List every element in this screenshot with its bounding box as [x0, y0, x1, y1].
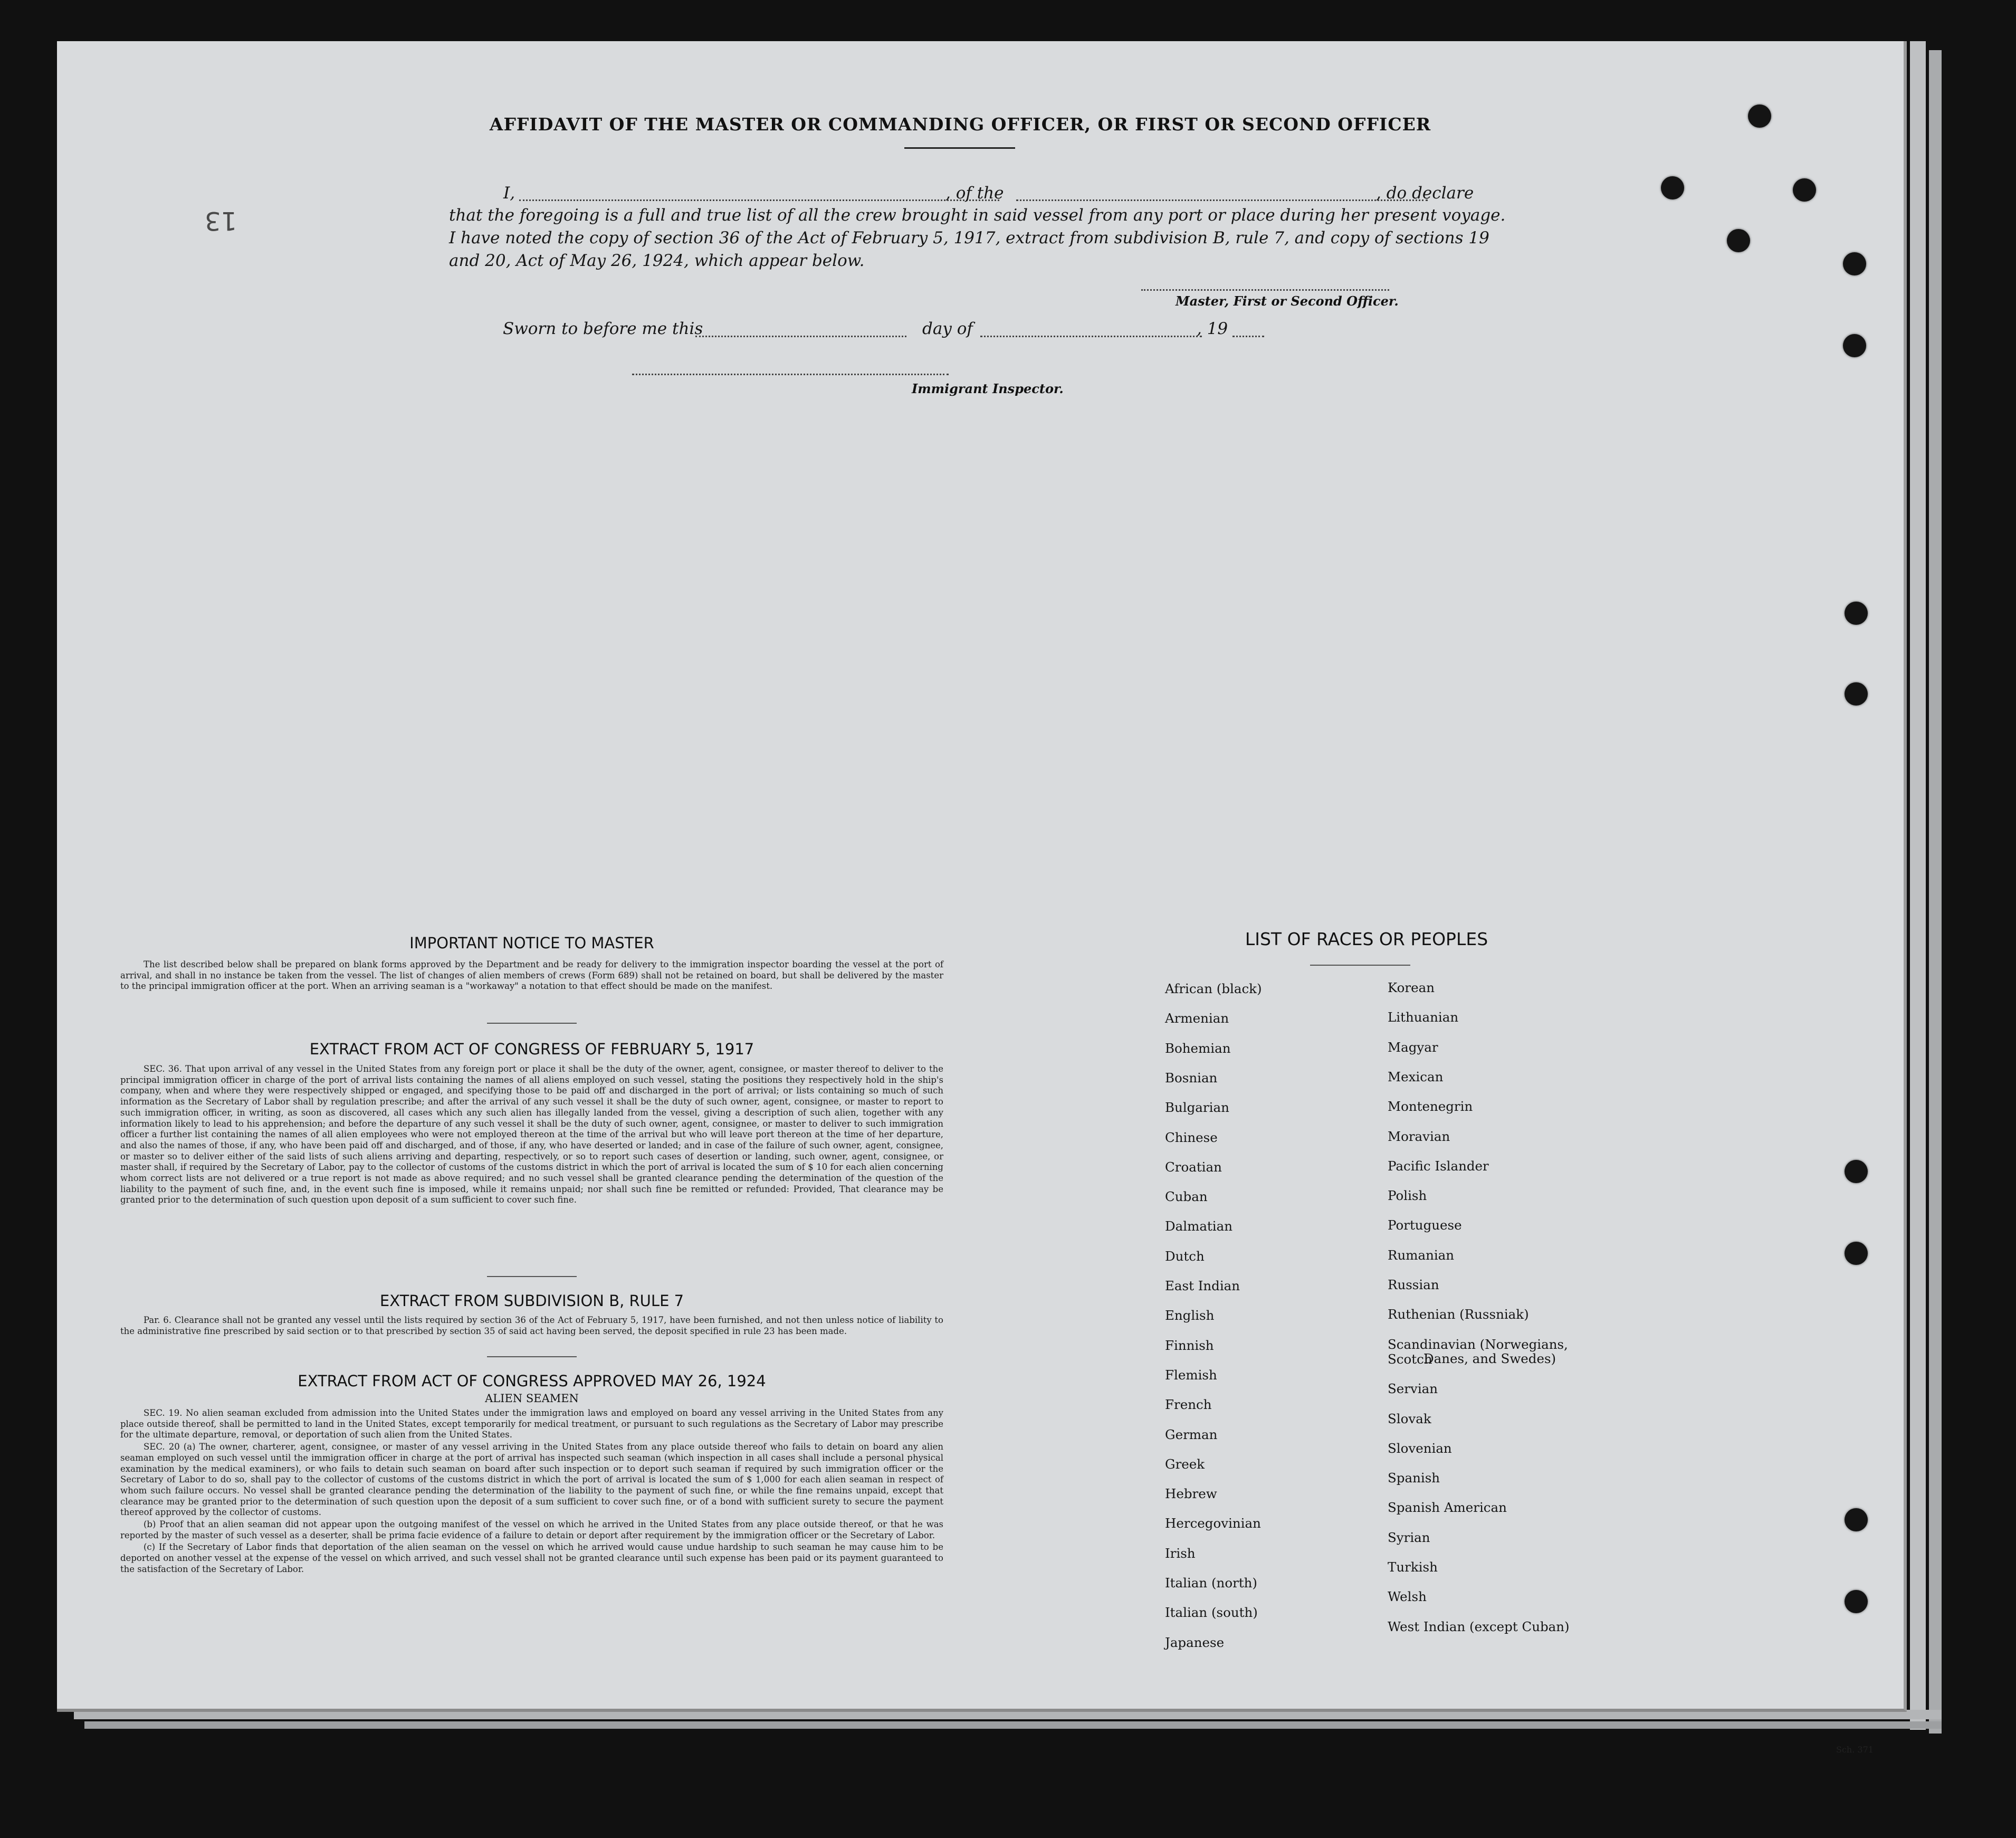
race-item: Hebrew — [1165, 1486, 1217, 1502]
race-item: Pacific Islander — [1388, 1158, 1489, 1174]
race-item: Danes, and Swedes) — [1423, 1350, 1556, 1366]
race-item: French — [1165, 1397, 1212, 1413]
race-item: Korean — [1388, 980, 1435, 995]
race-item: Cuban — [1165, 1189, 1208, 1205]
punch-hole — [1843, 252, 1866, 275]
race-item: West Indian (except Cuban) — [1388, 1618, 1570, 1634]
alien-seamen-subtitle: ALIEN SEAMEN — [485, 1392, 579, 1405]
rule-7-title: EXTRACT FROM SUBDIVISION B, RULE 7 — [379, 1292, 684, 1310]
title-underline — [904, 147, 1015, 149]
stacked-page-edge — [1910, 41, 1926, 1730]
race-item: East Indian — [1165, 1278, 1240, 1293]
notice-text — [120, 959, 943, 993]
punch-hole — [1843, 334, 1866, 357]
race-item: Chinese — [1165, 1129, 1218, 1145]
sec-20a-paragraph: SEC. 20 (a) The owner, charterer, agent, consignee, or master of any vessel arriving in the United States from any place outside thereof who fails to detain on board any alien seaman employed on such vessel until the immigration officer in charge at the port of arrival has inspected such seaman (which inspection in all cases shall include a personal physical examination by the medical examiners), or who fails to detain such seaman on board after such inspection or to deport such seaman if required by such immigration officer or the Secretary of Labor to do so, shall pay to the collector of customs of the customs district in which the port of arrival is located the sum of $ 1,000 for each alien seaman in respect of whom such failure occurs. No vessel shall be granted clearance pending the determination of the liability to the payment of such fine, or while the fine remains unpaid, except that clearance may be granted prior to the determination of such question upon the deposit of a sum sufficient to cover such fine, or of a bond with sufficient surety to secure the payment thereof approved by the collector of customs. — [120, 1442, 943, 1518]
race-item: Syrian — [1388, 1529, 1430, 1545]
sworn-year-field[interactable] — [1232, 336, 1264, 337]
declarant-name-field[interactable] — [519, 199, 999, 201]
race-item: Croatian — [1165, 1159, 1222, 1175]
race-item: Slovenian — [1388, 1440, 1452, 1456]
notice-paragraph: The list described below shall be prepared on blank forms approved by the Department and be ready for delivery to the immigration inspector boarding the vessel at the port of arrival, and shall in no instance be taken from the vessel. The list of changes of alien members of crews (Form 689) shall not be retained on board, but shall be delivered by the master to the principal immigration officer at the port. When an arriving seaman is a "workaway" a notation to that effect should be made on the manifest. — [120, 959, 943, 992]
punch-hole — [1793, 178, 1816, 202]
race-item: Slovak — [1388, 1411, 1431, 1426]
punch-hole — [1845, 602, 1868, 625]
race-item: Magyar — [1388, 1039, 1438, 1055]
race-item: Spanish American — [1388, 1500, 1507, 1516]
notice-title: IMPORTANT NOTICE TO MASTER — [409, 934, 654, 952]
form-page — [57, 41, 1907, 1755]
affidavit-line-3: I have noted the copy of section 36 of the Act of February 5, 1917, extract from subdivision B, rule 7, and copy of sections 19 — [449, 228, 1489, 247]
margin-number: 13 — [205, 206, 237, 235]
race-item: Italian (south) — [1165, 1605, 1258, 1621]
race-item: Turkish — [1388, 1559, 1438, 1575]
extract-1917-title: EXTRACT FROM ACT OF CONGRESS OF FEBRUARY 5, 1917 — [309, 1040, 754, 1058]
race-item: Flemish — [1165, 1367, 1217, 1383]
section-divider — [487, 1276, 577, 1277]
master-signature-label: Master, First or Second Officer. — [1176, 293, 1399, 309]
punch-hole — [1845, 1590, 1868, 1613]
punch-hole — [1845, 682, 1868, 706]
race-item: Hercegovinian — [1165, 1516, 1261, 1531]
section-divider — [487, 1356, 577, 1357]
race-item: Dalmatian — [1165, 1218, 1232, 1234]
sec-20b-paragraph: (b) Proof that an alien seaman did not appear upon the outgoing manifest of the vessel on which he arrived in the United States from any place outside thereof, or that he was reported by the master of such vessel as a deserter, shall be prima facie evidence of a failure to detain or deport after requirement by the immigration officer or the Secretary of Labor. — [120, 1519, 943, 1540]
race-item: Scandinavian (Norwegians, — [1388, 1336, 1568, 1352]
race-item: Spanish — [1388, 1470, 1440, 1486]
punch-hole — [1661, 176, 1684, 199]
race-item: Lithuanian — [1388, 1010, 1459, 1025]
declarant-prefix: I, — [503, 184, 515, 203]
race-item: Bulgarian — [1165, 1100, 1229, 1116]
sworn-month-field[interactable] — [980, 336, 1202, 337]
race-item: Welsh — [1388, 1589, 1427, 1605]
affidavit-title: AFFIDAVIT OF THE MASTER OR COMMANDING OFFICER, OR FIRST OR SECOND OFFICER — [489, 114, 1431, 135]
race-item: English — [1165, 1308, 1215, 1323]
extract-1924-text — [120, 1408, 943, 1576]
punch-hole — [1845, 1242, 1868, 1265]
race-item: Greek — [1165, 1456, 1205, 1472]
race-item: Polish — [1388, 1188, 1427, 1204]
affidavit-line-4: and 20, Act of May 26, 1924, which appear below. — [449, 251, 865, 270]
race-item: Italian (north) — [1165, 1575, 1257, 1591]
master-signature-field[interactable] — [1141, 289, 1389, 291]
section-divider — [487, 1023, 577, 1024]
day-of-label: day of — [922, 319, 973, 338]
race-item: Bohemian — [1165, 1040, 1231, 1056]
rule-7-text — [120, 1315, 943, 1338]
race-item: Scotch — [1388, 1351, 1432, 1367]
extract-1924-title: EXTRACT FROM ACT OF CONGRESS APPROVED MAY 26, 1924 — [298, 1372, 766, 1390]
race-item: Servian — [1388, 1381, 1438, 1397]
race-item: Russian — [1388, 1277, 1439, 1292]
stacked-page-edge — [1929, 50, 1942, 1734]
inspector-signature-field[interactable] — [632, 374, 949, 375]
form-number: Sch. 371 — [1836, 1745, 1874, 1755]
sec-19-paragraph: SEC. 19. No alien seaman excluded from admission into the United States under the immigration laws and employed on board any vessel arriving in the United States from any place outside thereof, shall be permitted to land in the United States, except temporarily for medical treatment, or pursuant to such regulations as the Secretary of Labor may prescribe for the ultimate departure, removal, or deportation of such alien from the United States. — [120, 1408, 943, 1440]
punch-hole — [1727, 229, 1750, 252]
race-item: Rumanian — [1388, 1247, 1455, 1263]
year-label: , 19 — [1197, 319, 1228, 338]
race-item: Moravian — [1388, 1128, 1450, 1144]
race-item: Bosnian — [1165, 1070, 1218, 1085]
race-item: Armenian — [1165, 1011, 1229, 1026]
race-item: African (black) — [1165, 981, 1262, 996]
extract-1917-text — [120, 1064, 943, 1207]
race-item: Dutch — [1165, 1248, 1205, 1264]
sec-20c-paragraph: (c) If the Secretary of Labor finds that deportation of the alien seaman on the vessel on which he arrived would cause undue hardship to such seaman he may cause him to be deported on another vessel at the expense of the vessel on which arrived, and such vessel shall not be granted clearance until such expense has been paid or its payment guaranteed to the satisfaction of the Secretary of Labor. — [120, 1542, 943, 1574]
race-item: Montenegrin — [1388, 1099, 1473, 1115]
race-item: Portuguese — [1388, 1217, 1462, 1233]
of-the-label: , of the — [945, 184, 1004, 203]
races-title-underline — [1310, 965, 1410, 966]
race-item: Finnish — [1165, 1337, 1214, 1353]
race-item: Irish — [1165, 1545, 1196, 1561]
race-item: Ruthenian (Russniak) — [1388, 1307, 1529, 1322]
punch-hole — [1845, 1160, 1868, 1183]
stacked-page-edge — [84, 1721, 1942, 1729]
vessel-name-field[interactable] — [1016, 199, 1428, 201]
do-declare-label: , do declare — [1376, 184, 1474, 203]
sworn-label: Sworn to before me this — [503, 319, 703, 338]
race-item: German — [1165, 1426, 1218, 1442]
affidavit-line-2: that the foregoing is a full and true list of all the crew brought in said vessel from any port or place during her present voyage. — [449, 206, 1506, 225]
inspector-signature-label: Immigrant Inspector. — [912, 381, 1064, 396]
punch-hole — [1748, 104, 1771, 128]
punch-hole — [1845, 1508, 1868, 1531]
extract-1917-paragraph: SEC. 36. That upon arrival of any vessel in the United States from any foreign port or place it shall be the duty of the owner, agent, consignee, or master thereof to deliver to the principal immigration officer in charge of the port of arrival lists containing the names of all aliens employed on such vessel, stating the positions they respectively hold in the ship's company, when and where they were respectively shipped or engaged, and specifying those to be paid off and discharged in the port of arrival; or lists containing so much of such information as the Secretary of Labor shall by regulation prescribe; and after the arrival of any such vessel it shall be the duty of such owner, agent, consignee, or master to report to such immigration officer, in writing, as soon as discovered, all cases which any such alien has illegally landed from the vessel, giving a description of such alien, together with any information likely to lead to his apprehension; and before the departure of any such vessel it shall be the duty of such owner, agent, consignee, or master to deliver to such immigration officer a further list containing the names of all alien employees who were not employed thereon at the time of the arrival but who will leave port thereon at the time of her departure, and also the names of those, if any, who have been paid off and discharged, and of those, if any, who have deserted or landed; and in case of the failure of such owner, agent, consignee, or master so to deliver either of the said lists of such aliens arriving and departing, respectively, or so to report such cases of desertion or landing, such owner, agent, consignee, or master shall, if required by the Secretary of Labor, pay to the collector of customs of the customs district in which the port of arrival is located the sum of $ 10 for each alien concerning whom correct lists are not delivered or a true report is not made as above required; and no such vessel shall be granted clearance pending the determination of the question of the liability to the payment of such fine, and, in the event such fine is imposed, while it remains unpaid; nor shall such fine be remitted or refunded: Provided, That clearance may be granted prior to the determination of such question upon deposit of a sum sufficient to cover such fine. — [120, 1064, 943, 1205]
races-title: LIST OF RACES OR PEOPLES — [1245, 929, 1488, 949]
rule-7-paragraph: Par. 6. Clearance shall not be granted any vessel until the lists required by section 36 of the Act of February 5, 1917, have been furnished, and not then unless notice of liability to the administrative fine prescribed by said section or to that prescribed by section 35 of said act having been served, the deposit specified in rule 23 has been made. — [120, 1315, 943, 1336]
sworn-day-field[interactable] — [695, 336, 906, 337]
race-item: Japanese — [1165, 1634, 1225, 1650]
race-item: Mexican — [1388, 1069, 1444, 1084]
